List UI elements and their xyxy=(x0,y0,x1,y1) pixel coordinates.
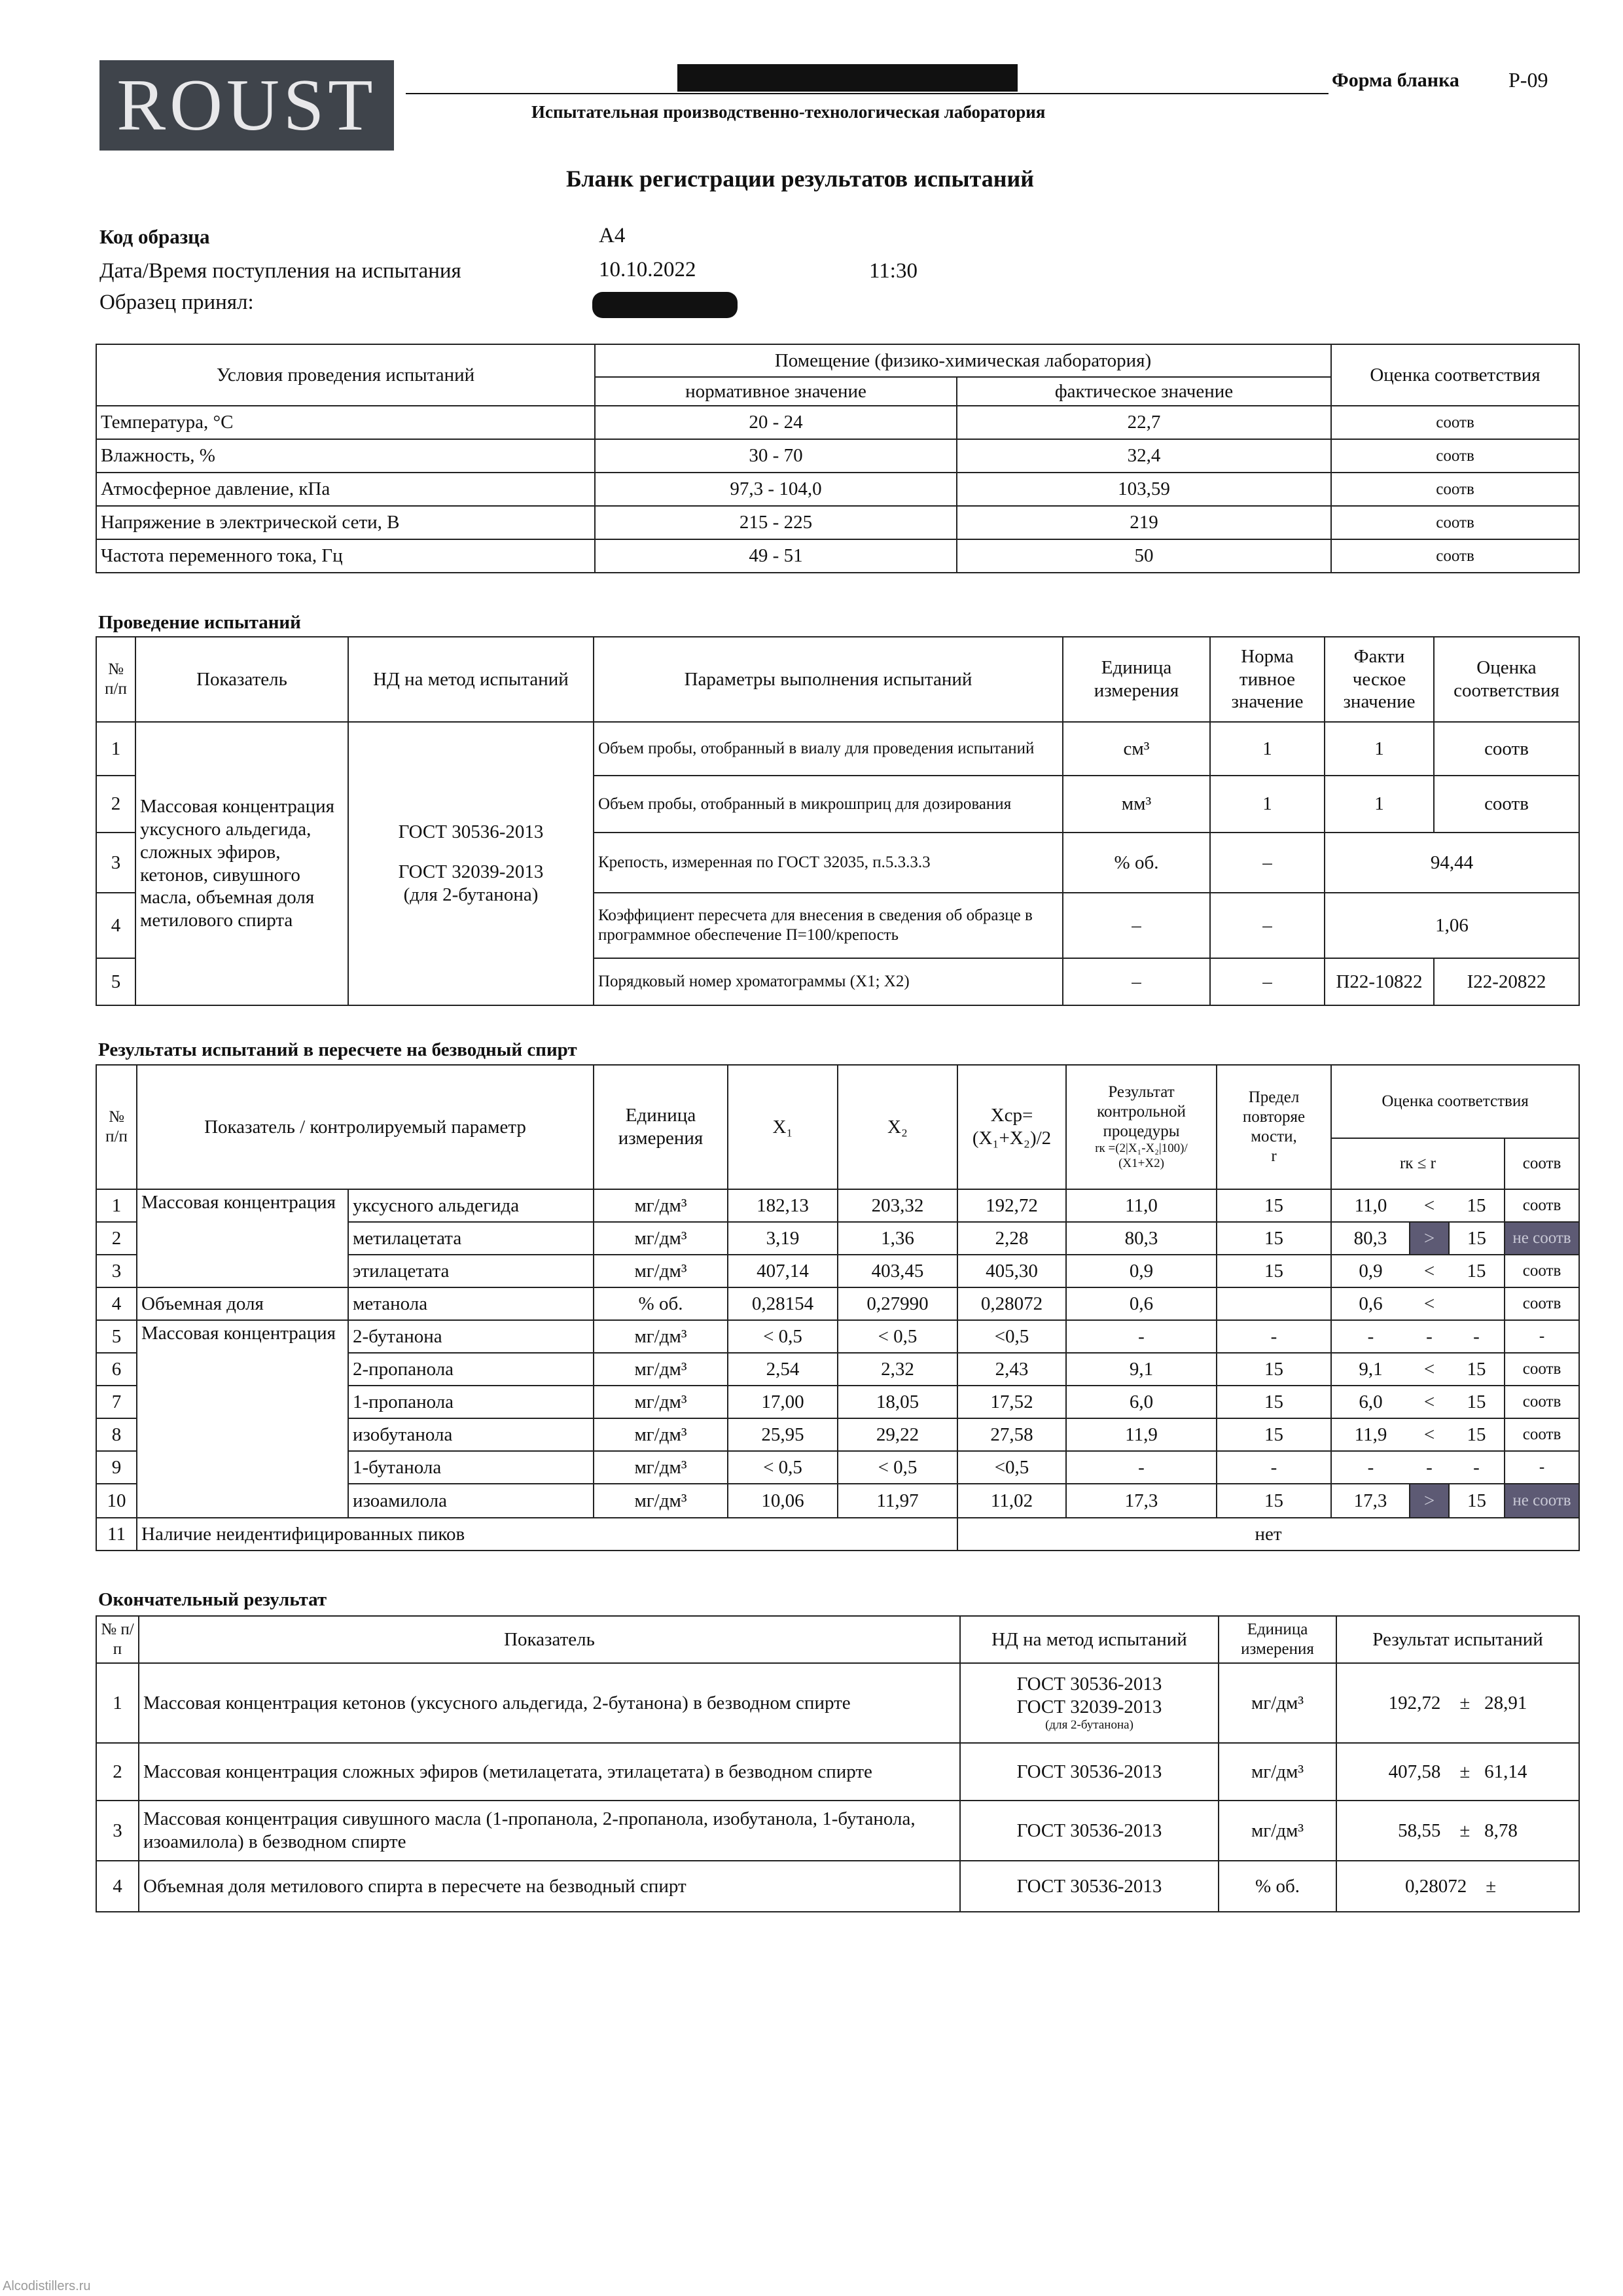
control-title: Результат контрольной процедуры xyxy=(1097,1083,1186,1141)
group-volume-fraction: Объемная доля xyxy=(137,1287,348,1320)
condition-name: Атмосферное давление, кПа xyxy=(96,473,595,506)
condition-eval: соотв xyxy=(1331,406,1579,439)
col-header-fact: Факти ческое значение xyxy=(1325,637,1434,722)
final-indicator: Массовая концентрация сивушного масла (1-пропанола, 2-пропанола, изобутанола, 1-бутанола, изоамилола) в безводном спирте xyxy=(139,1801,960,1861)
result-unit: мг/дм³ xyxy=(594,1353,728,1386)
col-header-unit: Единица измерения xyxy=(1219,1616,1336,1663)
result-xavg: 0,28072 xyxy=(957,1287,1066,1320)
condition-name: Напряжение в электрической сети, В xyxy=(96,506,595,539)
result-xavg: 17,52 xyxy=(957,1386,1066,1418)
eval-limit: 15 xyxy=(1449,1484,1505,1518)
result-unit: мг/дм³ xyxy=(594,1320,728,1353)
table-row xyxy=(96,1518,1579,1551)
eval-status: соотв xyxy=(1505,1189,1579,1222)
result-x2: 2,32 xyxy=(838,1353,957,1386)
result-xavg: 27,58 xyxy=(957,1418,1066,1451)
final-unit: мг/дм³ xyxy=(1219,1743,1336,1801)
result-x2: < 0,5 xyxy=(838,1320,957,1353)
result-x2: 403,45 xyxy=(838,1255,957,1287)
final-indicator: Объемная доля метилового спирта в пересчете на безводный спирт xyxy=(139,1861,960,1912)
result-x1: < 0,5 xyxy=(728,1451,838,1484)
col-header-xavg: Xср= (X₁+X₂)/2 xyxy=(957,1065,1066,1189)
result-unit: мг/дм³ xyxy=(594,1484,728,1518)
eval-operator: < xyxy=(1410,1189,1449,1222)
sample-code-value: А4 xyxy=(599,224,626,247)
test-eval: соотв xyxy=(1434,776,1579,833)
result-unit: мг/дм³ xyxy=(594,1222,728,1255)
test-param: Объем пробы, отобранный в микрошприц для дозирования xyxy=(594,776,1063,833)
col-header-eval-cmp: rк ≤ r xyxy=(1331,1138,1505,1189)
table-row xyxy=(96,1861,1579,1912)
test-unit: – xyxy=(1063,893,1210,958)
condition-fact: 50 xyxy=(957,539,1331,573)
result-rk: 11,0 xyxy=(1066,1189,1217,1222)
unidentified-peaks-label: Наличие неидентифицированных пиков xyxy=(137,1518,957,1551)
eval-rk: 17,3 xyxy=(1331,1484,1410,1518)
test-norm: 1 xyxy=(1210,722,1325,776)
result-xavg: 2,43 xyxy=(957,1353,1066,1386)
unidentified-peaks-value: нет xyxy=(957,1518,1579,1551)
result-param: изобутанола xyxy=(348,1418,594,1451)
eval-rk: 80,3 xyxy=(1331,1222,1410,1255)
result-param: 1-бутанола xyxy=(348,1451,594,1484)
conditions-table xyxy=(96,344,1580,573)
result-x2: 203,32 xyxy=(838,1189,957,1222)
eval-rk: - xyxy=(1331,1451,1410,1484)
testing-table xyxy=(96,636,1580,1006)
eval-rk: 6,0 xyxy=(1331,1386,1410,1418)
test-param: Порядковый номер хроматограммы (X1; X2) xyxy=(594,958,1063,1005)
limit-title: Предел повторяе мости, xyxy=(1242,1088,1306,1145)
company-logo: ROUST xyxy=(99,60,394,151)
table-row xyxy=(96,1287,1579,1320)
watermark: Alcodistillers.ru xyxy=(3,2279,91,2293)
condition-name: Влажность, % xyxy=(96,439,595,473)
test-eval: соотв xyxy=(1434,722,1579,776)
final-result xyxy=(1336,1861,1579,1912)
test-methods xyxy=(348,722,594,1005)
eval-rk: 11,0 xyxy=(1331,1189,1410,1222)
eval-rk: 0,6 xyxy=(1331,1287,1410,1320)
result-x1: 182,13 xyxy=(728,1189,838,1222)
eval-rk: 0,9 xyxy=(1331,1255,1410,1287)
table-row xyxy=(96,506,1579,539)
col-header-method: НД на метод испытаний xyxy=(348,637,594,722)
receipt-time-value: 11:30 xyxy=(869,259,918,283)
result-x1: 25,95 xyxy=(728,1418,838,1451)
final-unit: мг/дм³ xyxy=(1219,1801,1336,1861)
final-indicator: Массовая концентрация кетонов (уксусного альдегида, 2-бутанона) в безводном спирте xyxy=(139,1663,960,1743)
eval-status: - xyxy=(1505,1320,1579,1353)
document-title: Бланк регистрации результатов испытаний xyxy=(566,166,1034,192)
result-param: изоамилола xyxy=(348,1484,594,1518)
col-header-eval-status: соотв xyxy=(1505,1138,1579,1189)
row-num: 1 xyxy=(96,1189,137,1222)
final-result xyxy=(1336,1743,1579,1801)
col-header-control xyxy=(1066,1065,1217,1189)
result-rk: - xyxy=(1066,1320,1217,1353)
result-value: 192,72 xyxy=(1388,1692,1441,1713)
method-gost-32039: ГОСТ 32039-2013 xyxy=(1016,1696,1162,1717)
result-r: 15 xyxy=(1217,1222,1331,1255)
col-header-limit xyxy=(1217,1065,1331,1189)
result-r: 15 xyxy=(1217,1255,1331,1287)
col-header-room: Помещение (физико-химическая лаборатория) xyxy=(595,344,1331,377)
eval-limit: 15 xyxy=(1449,1255,1505,1287)
condition-fact: 219 xyxy=(957,506,1331,539)
condition-name: Частота переменного тока, Гц xyxy=(96,539,595,573)
col-header-indicator: Показатель / контролируемый параметр xyxy=(137,1065,594,1189)
result-rk: 6,0 xyxy=(1066,1386,1217,1418)
result-xavg: 405,30 xyxy=(957,1255,1066,1287)
condition-eval: соотв xyxy=(1331,439,1579,473)
chromatogram-x1: П22-10822 xyxy=(1325,958,1434,1005)
plus-minus: ± xyxy=(1459,1692,1471,1713)
final-method: ГОСТ 30536-2013 xyxy=(960,1861,1219,1912)
group-mass-concentration-2: Массовая концентрация xyxy=(137,1320,348,1518)
eval-operator: < xyxy=(1410,1418,1449,1451)
result-param: 1-пропанола xyxy=(348,1386,594,1418)
condition-name: Температура, °С xyxy=(96,406,595,439)
result-error: 8,78 xyxy=(1484,1820,1518,1841)
form-label: Форма бланка xyxy=(1332,69,1459,91)
result-x2: 29,22 xyxy=(838,1418,957,1451)
chromatogram-x2: I22-20822 xyxy=(1434,958,1579,1005)
col-header-conditions: Условия проведения испытаний xyxy=(96,344,595,406)
result-r xyxy=(1217,1287,1331,1320)
row-num: 6 xyxy=(96,1353,137,1386)
col-header-eval: Оценка соответствия xyxy=(1434,637,1579,722)
plus-minus: ± xyxy=(1459,1820,1471,1841)
method-note: (для 2-бутанона) xyxy=(1045,1718,1133,1732)
result-error: 61,14 xyxy=(1484,1761,1527,1782)
eval-limit: 15 xyxy=(1449,1386,1505,1418)
lab-name: Испытательная производственно-технологическая лаборатория xyxy=(531,102,1046,122)
table-row xyxy=(96,439,1579,473)
results-section-title: Результаты испытаний в пересчете на безводный спирт xyxy=(98,1039,577,1060)
eval-status: - xyxy=(1505,1451,1579,1484)
method-gost-30536: ГОСТ 30536-2013 xyxy=(1016,1673,1162,1695)
eval-operator: < xyxy=(1410,1386,1449,1418)
receipt-date-label: Дата/Время поступления на испытания xyxy=(99,259,461,283)
row-num: 4 xyxy=(96,893,135,958)
final-unit: % об. xyxy=(1219,1861,1336,1912)
condition-eval: соотв xyxy=(1331,506,1579,539)
redacted-org-name xyxy=(677,64,1018,92)
test-norm: – xyxy=(1210,958,1325,1005)
col-header-method: НД на метод испытаний xyxy=(960,1616,1219,1663)
result-rk: 11,9 xyxy=(1066,1418,1217,1451)
test-param: Крепость, измеренная по ГОСТ 32035, п.5.3.3.3 xyxy=(594,833,1063,893)
result-rk: 80,3 xyxy=(1066,1222,1217,1255)
test-param: Объем пробы, отобранный в виалу для проведения испытаний xyxy=(594,722,1063,776)
result-value: 0,28072 xyxy=(1405,1875,1467,1897)
result-error: 28,91 xyxy=(1484,1692,1527,1713)
row-num: 1 xyxy=(96,722,135,776)
col-header-params: Параметры выполнения испытаний xyxy=(594,637,1063,722)
condition-norm: 49 - 51 xyxy=(595,539,957,573)
result-xavg: 192,72 xyxy=(957,1189,1066,1222)
result-unit: мг/дм³ xyxy=(594,1386,728,1418)
result-value: 58,55 xyxy=(1398,1820,1441,1841)
row-num: 3 xyxy=(96,1801,139,1861)
test-fact: 1 xyxy=(1325,722,1434,776)
col-header-result: Результат испытаний xyxy=(1336,1616,1579,1663)
condition-eval: соотв xyxy=(1331,473,1579,506)
result-x1: 3,19 xyxy=(728,1222,838,1255)
final-unit: мг/дм³ xyxy=(1219,1663,1336,1743)
result-param: 2-пропанола xyxy=(348,1353,594,1386)
final-method: ГОСТ 30536-2013 xyxy=(960,1801,1219,1861)
col-header-indicator: Показатель xyxy=(135,637,348,722)
result-xavg: <0,5 xyxy=(957,1320,1066,1353)
table-row xyxy=(96,1189,1579,1222)
result-x1: < 0,5 xyxy=(728,1320,838,1353)
result-unit: % об. xyxy=(594,1287,728,1320)
redacted-accepted-name xyxy=(592,292,738,318)
final-method: ГОСТ 30536-2013 xyxy=(960,1743,1219,1801)
result-x2: 0,27990 xyxy=(838,1287,957,1320)
result-value: 407,58 xyxy=(1388,1761,1441,1782)
eval-status: соотв xyxy=(1505,1418,1579,1451)
row-num: 3 xyxy=(96,1255,137,1287)
result-r: - xyxy=(1217,1320,1331,1353)
eval-limit xyxy=(1449,1287,1505,1320)
eval-rk: 9,1 xyxy=(1331,1353,1410,1386)
result-x2: 11,97 xyxy=(838,1484,957,1518)
result-r: 15 xyxy=(1217,1418,1331,1451)
final-table xyxy=(96,1615,1580,1912)
result-param: 2-бутанона xyxy=(348,1320,594,1353)
eval-rk: - xyxy=(1331,1320,1410,1353)
test-unit: – xyxy=(1063,958,1210,1005)
row-num: 2 xyxy=(96,776,135,833)
eval-operator: < xyxy=(1410,1287,1449,1320)
result-r: 15 xyxy=(1217,1353,1331,1386)
condition-fact: 22,7 xyxy=(957,406,1331,439)
result-xavg: 2,28 xyxy=(957,1222,1066,1255)
col-header-unit: Единица измерения xyxy=(1063,637,1210,722)
eval-operator: < xyxy=(1410,1255,1449,1287)
eval-limit: - xyxy=(1449,1451,1505,1484)
result-unit: мг/дм³ xyxy=(594,1451,728,1484)
table-row xyxy=(96,722,1579,776)
result-param: уксусного альдегида xyxy=(348,1189,594,1222)
col-header-num: № п/п xyxy=(96,637,135,722)
eval-status: соотв xyxy=(1505,1386,1579,1418)
form-code: Р-09 xyxy=(1508,68,1548,92)
row-num: 1 xyxy=(96,1663,139,1743)
eval-limit: 15 xyxy=(1449,1418,1505,1451)
final-indicator: Массовая концентрация сложных эфиров (метилацетата, этилацетата) в безводном спирте xyxy=(139,1743,960,1801)
testing-section-title: Проведение испытаний xyxy=(98,612,301,633)
table-row xyxy=(96,406,1579,439)
final-result xyxy=(1336,1801,1579,1861)
result-rk: 9,1 xyxy=(1066,1353,1217,1386)
plus-minus: ± xyxy=(1459,1761,1471,1782)
eval-status: соотв xyxy=(1505,1255,1579,1287)
eval-operator: - xyxy=(1410,1320,1449,1353)
test-unit: % об. xyxy=(1063,833,1210,893)
row-num: 8 xyxy=(96,1418,137,1451)
final-section-title: Окончательный результат xyxy=(98,1589,327,1610)
result-xavg: 11,02 xyxy=(957,1484,1066,1518)
table-row xyxy=(96,1801,1579,1861)
eval-limit: - xyxy=(1449,1320,1505,1353)
limit-r: r xyxy=(1271,1147,1277,1165)
row-num: 2 xyxy=(96,1222,137,1255)
eval-operator: > xyxy=(1410,1222,1449,1255)
test-unit: см³ xyxy=(1063,722,1210,776)
table-row xyxy=(96,473,1579,506)
result-unit: мг/дм³ xyxy=(594,1255,728,1287)
test-indicator: Массовая концентрация уксусного альдегида, сложных эфиров, кетонов, сивушного масла, объемная доля метилового спирта xyxy=(135,722,348,1005)
test-norm: 1 xyxy=(1210,776,1325,833)
eval-limit: 15 xyxy=(1449,1189,1505,1222)
result-r: 15 xyxy=(1217,1189,1331,1222)
row-num: 2 xyxy=(96,1743,139,1801)
test-value: 94,44 xyxy=(1325,833,1579,893)
result-rk: 17,3 xyxy=(1066,1484,1217,1518)
eval-limit: 15 xyxy=(1449,1222,1505,1255)
condition-eval: соотв xyxy=(1331,539,1579,573)
result-rk: - xyxy=(1066,1451,1217,1484)
eval-limit: 15 xyxy=(1449,1353,1505,1386)
col-header-eval: Оценка соответствия xyxy=(1331,344,1579,406)
col-header-x2: X₂ xyxy=(838,1065,957,1189)
col-header-num: № п/п xyxy=(96,1065,137,1189)
test-norm: – xyxy=(1210,833,1325,893)
sample-code-label: Код образца xyxy=(99,225,210,248)
result-param: этилацетата xyxy=(348,1255,594,1287)
condition-norm: 20 - 24 xyxy=(595,406,957,439)
method-gost-30536: ГОСТ 30536-2013 xyxy=(398,821,544,843)
final-method xyxy=(960,1663,1219,1743)
eval-status: соотв xyxy=(1505,1287,1579,1320)
result-xavg: <0,5 xyxy=(957,1451,1066,1484)
row-num: 5 xyxy=(96,958,135,1005)
result-x1: 0,28154 xyxy=(728,1287,838,1320)
col-header-norm: Норма тивное значение xyxy=(1210,637,1325,722)
row-num: 5 xyxy=(96,1320,137,1353)
result-x1: 17,00 xyxy=(728,1386,838,1418)
table-row xyxy=(96,1320,1579,1353)
result-x1: 2,54 xyxy=(728,1353,838,1386)
result-x1: 10,06 xyxy=(728,1484,838,1518)
row-num: 9 xyxy=(96,1451,137,1484)
result-param: метилацетата xyxy=(348,1222,594,1255)
col-header-fact: фактическое значение xyxy=(957,377,1331,406)
result-x2: 18,05 xyxy=(838,1386,957,1418)
row-num: 4 xyxy=(96,1287,137,1320)
condition-fact: 32,4 xyxy=(957,439,1331,473)
result-unit: мг/дм³ xyxy=(594,1189,728,1222)
eval-operator: - xyxy=(1410,1451,1449,1484)
condition-fact: 103,59 xyxy=(957,473,1331,506)
accepted-by-label: Образец принял: xyxy=(99,291,254,314)
row-num: 3 xyxy=(96,833,135,893)
row-num: 7 xyxy=(96,1386,137,1418)
control-formula: rк =(2|X₁-X₂|100)/ (X1+X2) xyxy=(1095,1141,1188,1170)
table-row xyxy=(96,539,1579,573)
col-header-num: № п/п xyxy=(96,1616,139,1663)
method-note: (для 2-бутанона) xyxy=(403,884,539,905)
group-mass-concentration: Массовая концентрация xyxy=(137,1189,348,1287)
method-gost-32039: ГОСТ 32039-2013 xyxy=(398,861,544,883)
eval-status-fail: не соотв xyxy=(1505,1222,1579,1255)
row-num: 10 xyxy=(96,1484,137,1518)
condition-norm: 30 - 70 xyxy=(595,439,957,473)
col-header-x1: X₁ xyxy=(728,1065,838,1189)
col-header-norm: нормативное значение xyxy=(595,377,957,406)
test-fact: 1 xyxy=(1325,776,1434,833)
col-header-indicator: Показатель xyxy=(139,1616,960,1663)
result-r: 15 xyxy=(1217,1484,1331,1518)
table-row xyxy=(96,1663,1579,1743)
row-num: 11 xyxy=(96,1518,137,1551)
eval-status: соотв xyxy=(1505,1353,1579,1386)
result-unit: мг/дм³ xyxy=(594,1418,728,1451)
result-rk: 0,6 xyxy=(1066,1287,1217,1320)
col-header-unit: Единица измерения xyxy=(594,1065,728,1189)
test-unit: мм³ xyxy=(1063,776,1210,833)
result-x1: 407,14 xyxy=(728,1255,838,1287)
table-row xyxy=(96,1743,1579,1801)
result-r: - xyxy=(1217,1451,1331,1484)
eval-status-fail: не соотв xyxy=(1505,1484,1579,1518)
eval-operator: > xyxy=(1410,1484,1449,1518)
receipt-date-value: 10.10.2022 xyxy=(599,258,696,281)
result-x2: < 0,5 xyxy=(838,1451,957,1484)
col-header-eval: Оценка соответствия xyxy=(1331,1065,1579,1138)
result-param: метанола xyxy=(348,1287,594,1320)
test-norm: – xyxy=(1210,893,1325,958)
result-x2: 1,36 xyxy=(838,1222,957,1255)
results-table xyxy=(96,1064,1580,1551)
eval-operator: < xyxy=(1410,1353,1449,1386)
row-num: 4 xyxy=(96,1861,139,1912)
eval-rk: 11,9 xyxy=(1331,1418,1410,1451)
test-param: Коэффициент пересчета для внесения в сведения об образце в программное обеспечение П=100/крепость xyxy=(594,893,1063,958)
test-value: 1,06 xyxy=(1325,893,1579,958)
plus-minus: ± xyxy=(1486,1875,1497,1897)
condition-norm: 215 - 225 xyxy=(595,506,957,539)
final-result xyxy=(1336,1663,1579,1743)
result-r: 15 xyxy=(1217,1386,1331,1418)
condition-norm: 97,3 - 104,0 xyxy=(595,473,957,506)
result-rk: 0,9 xyxy=(1066,1255,1217,1287)
